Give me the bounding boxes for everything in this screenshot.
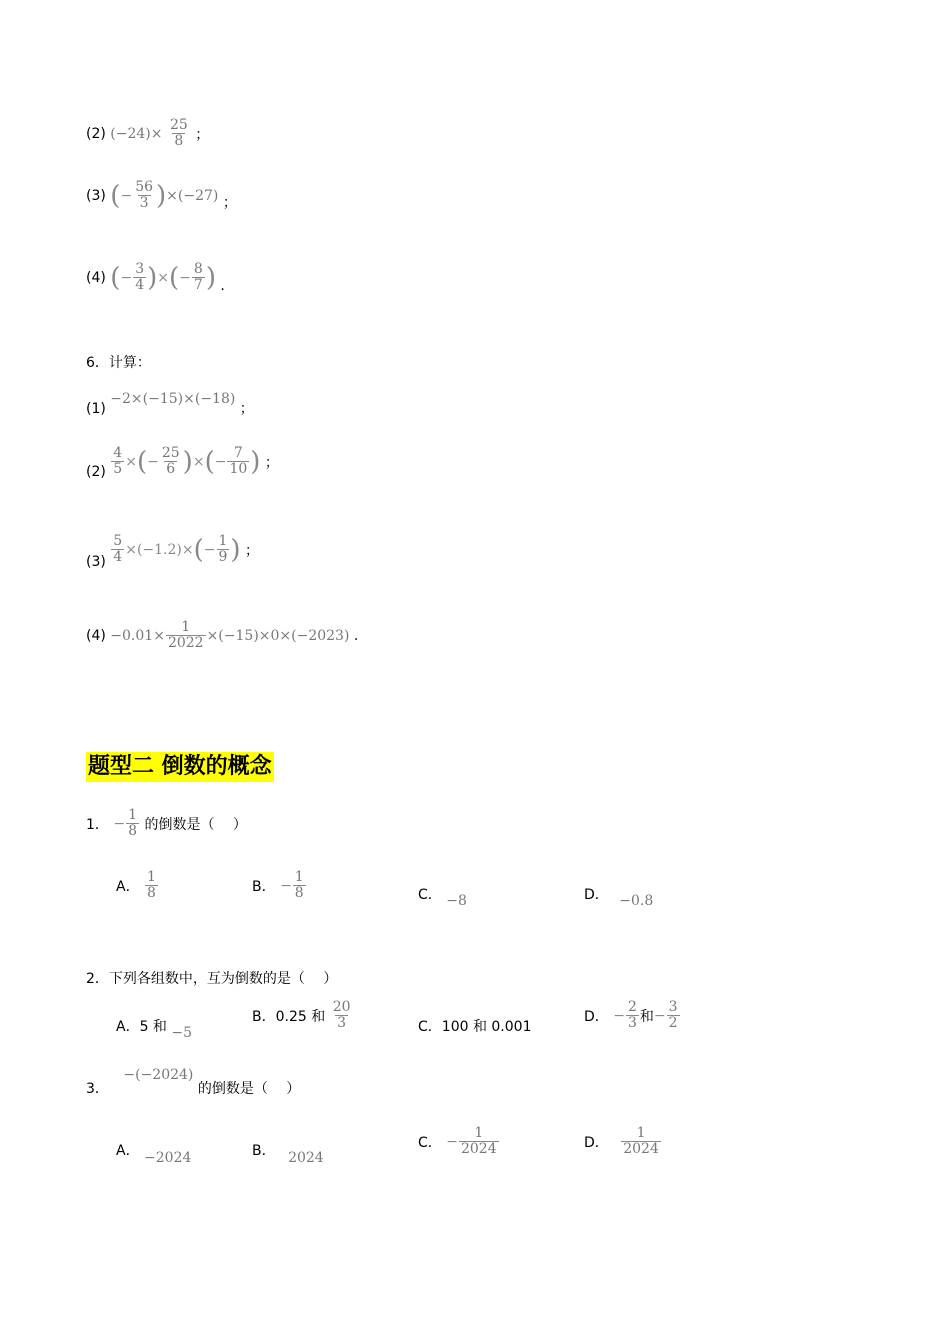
- q3-option-c[interactable]: [418, 1126, 500, 1158]
- math-expression: [613, 999, 640, 1032]
- q2-option-d[interactable]: [584, 1000, 681, 1032]
- prev-problem-2: [86, 118, 209, 150]
- numerator: 1: [218, 533, 228, 549]
- option-text: 100 和 0.001: [441, 1019, 532, 1035]
- problem-label: (1): [86, 401, 106, 417]
- minus-sign: −: [113, 815, 126, 832]
- option-label: B．: [252, 878, 276, 895]
- problem-end: ；: [195, 126, 210, 143]
- fraction: [111, 534, 124, 566]
- option-value: 2024: [288, 1150, 324, 1166]
- q1-option-d[interactable]: [584, 884, 654, 909]
- numerator: 4: [113, 445, 123, 461]
- math-expression: [110, 117, 195, 150]
- problem-end: ；: [222, 194, 237, 211]
- option-label: D．: [584, 887, 609, 903]
- problem-label: (4): [86, 269, 106, 286]
- question-stem: 的倒数是（ ）: [197, 1081, 301, 1097]
- q3-option-b[interactable]: [252, 1140, 324, 1166]
- q1-option-c[interactable]: [418, 884, 467, 909]
- q2-option-a[interactable]: [116, 1016, 193, 1041]
- denominator: 4: [113, 549, 123, 566]
- fraction: [217, 534, 230, 566]
- numerator: 7: [233, 445, 243, 461]
- problem-end: ；: [264, 454, 279, 471]
- q3-stem: [86, 1064, 301, 1097]
- fraction: [626, 1000, 639, 1032]
- denominator: 10: [229, 461, 248, 478]
- option-label: C．: [418, 1019, 442, 1035]
- fraction: [168, 118, 190, 150]
- option-label: C．: [418, 887, 442, 903]
- q2-stem: [86, 968, 337, 988]
- numerator: 3: [135, 261, 145, 277]
- math-expression: (− $\frac{3}{4}$ )×(− $\frac{8}{7}$ ): [110, 261, 216, 294]
- numerator: 8: [193, 261, 203, 277]
- option-text: 0.25 和: [275, 1008, 326, 1025]
- problem-end: .: [353, 627, 359, 644]
- question-number: 3．: [86, 1081, 109, 1097]
- denominator: 8: [147, 885, 156, 902]
- numerator: 1: [636, 1125, 646, 1141]
- q3-option-a[interactable]: [116, 1140, 192, 1166]
- option-text: 5 和: [139, 1019, 167, 1035]
- option-value: −8: [446, 893, 467, 909]
- denominator: 5: [113, 461, 123, 478]
- problem-end: .: [220, 277, 225, 294]
- numerator: 5: [113, 533, 123, 549]
- q2-option-b[interactable]: [252, 1000, 354, 1032]
- denominator: 8: [294, 885, 304, 902]
- question-number: 1．: [86, 816, 109, 833]
- minus-sign: −: [280, 877, 292, 894]
- q2-option-c[interactable]: [418, 1016, 531, 1036]
- q1-option-b[interactable]: [252, 870, 307, 902]
- q6-title: 6．计算：: [86, 355, 151, 371]
- option-label: D．: [584, 1008, 609, 1025]
- denominator: 3: [337, 1015, 347, 1032]
- prev-problem-4: [86, 262, 225, 294]
- math-term: −0.01×: [110, 627, 165, 644]
- denominator: 2022: [167, 635, 204, 652]
- option-label: B．: [252, 1008, 276, 1025]
- q3-option-d[interactable]: [584, 1126, 662, 1158]
- problem-label: (4): [86, 627, 106, 644]
- option-math: −5: [171, 1025, 193, 1041]
- prev-problem-3: [86, 180, 237, 212]
- math-expression: [446, 1125, 499, 1158]
- minus-sign: −: [613, 1007, 625, 1024]
- math-expression: [653, 999, 681, 1032]
- math-expression: $\frac{4}{5}$ ×(− $\frac{25}{6}$ )×(− $\frac{7}{10}$ ): [113, 445, 261, 478]
- math-term: (−24)×: [110, 125, 163, 142]
- fraction: [133, 180, 155, 212]
- math-expression: [280, 869, 307, 902]
- fraction: [133, 262, 146, 294]
- math-term: ×(−27): [166, 187, 219, 204]
- fraction: [192, 262, 205, 294]
- fraction: [160, 446, 182, 478]
- denominator: 9: [218, 549, 228, 566]
- option-label: A．: [116, 1019, 140, 1035]
- fraction: [227, 446, 249, 478]
- fraction: [126, 808, 139, 840]
- section-heading: 题型二 倒数的概念: [86, 752, 274, 782]
- q6-item-1: [86, 388, 254, 417]
- option-label: A．: [116, 1143, 140, 1159]
- numerator: 1: [181, 619, 191, 635]
- numerator: 25: [169, 117, 188, 133]
- and-word: 和: [639, 1008, 654, 1025]
- numerator: 56: [135, 179, 154, 195]
- denominator: 2024: [623, 1141, 659, 1158]
- option-label: B．: [252, 1143, 276, 1159]
- option-label: C．: [418, 1134, 442, 1151]
- math-term: ×(−1.2)×: [125, 541, 194, 558]
- problem-label: (3): [86, 553, 106, 570]
- math-expression: (− $\frac{56}{3}$ )×(−27): [110, 179, 219, 212]
- question-stem: 的倒数是（ ）: [144, 816, 247, 833]
- minus-sign: −: [653, 1007, 666, 1024]
- math-expression: −(−2024): [123, 1067, 194, 1083]
- option-value: −0.8: [619, 893, 654, 909]
- fraction: [331, 1000, 353, 1032]
- math-term: ×(−15)×0×(−2023): [206, 627, 350, 644]
- denominator: 7: [193, 277, 203, 294]
- denominator: 4: [135, 277, 145, 294]
- fraction: [621, 1126, 661, 1158]
- q1-stem: [86, 808, 247, 840]
- fraction: [111, 446, 124, 478]
- numerator: 25: [161, 445, 180, 461]
- problem-label: (2): [86, 125, 106, 142]
- numerator: 2: [627, 999, 637, 1015]
- question-stem: 下列各组数中，互为倒数的是（ ）: [108, 971, 338, 987]
- fraction: [166, 620, 206, 652]
- option-label: D．: [584, 1134, 609, 1151]
- denominator: 3: [139, 195, 149, 212]
- q1-option-a[interactable]: [116, 870, 159, 902]
- numerator: 1: [128, 807, 138, 823]
- numerator: 1: [294, 869, 304, 885]
- math-expression: [110, 619, 354, 652]
- denominator: 3: [627, 1015, 637, 1032]
- denominator: 6: [166, 461, 176, 478]
- numerator: 20: [332, 999, 351, 1015]
- q6-item-2: [86, 446, 279, 478]
- denominator: 8: [128, 823, 138, 840]
- math-expression: −2×(−15)×(−18): [110, 391, 236, 407]
- minus-sign: −: [446, 1133, 458, 1150]
- numerator: 1: [474, 1125, 484, 1141]
- option-value: −2024: [144, 1150, 192, 1166]
- q6-item-4: [86, 620, 358, 652]
- fraction: [667, 1000, 680, 1032]
- problem-label: (3): [86, 187, 106, 204]
- problem-label: (2): [86, 463, 106, 480]
- math-expression: $\frac{5}{4}$ ×(−1.2)×(− $\frac{1}{9}$ ): [113, 533, 241, 566]
- problem-end: ；: [239, 401, 254, 417]
- denominator: 2024: [460, 1141, 497, 1158]
- numerator: 3: [668, 999, 678, 1015]
- fraction: [293, 870, 306, 902]
- fraction: [145, 870, 158, 902]
- fraction: [459, 1126, 499, 1158]
- option-label: A．: [116, 878, 140, 895]
- denominator: 2: [668, 1015, 678, 1032]
- q6-item-3: [86, 533, 260, 570]
- denominator: 8: [174, 133, 184, 150]
- math-expression: [113, 807, 140, 840]
- problem-end: ；: [245, 542, 260, 559]
- numerator: 1: [147, 869, 156, 885]
- question-number: 2．: [86, 971, 109, 987]
